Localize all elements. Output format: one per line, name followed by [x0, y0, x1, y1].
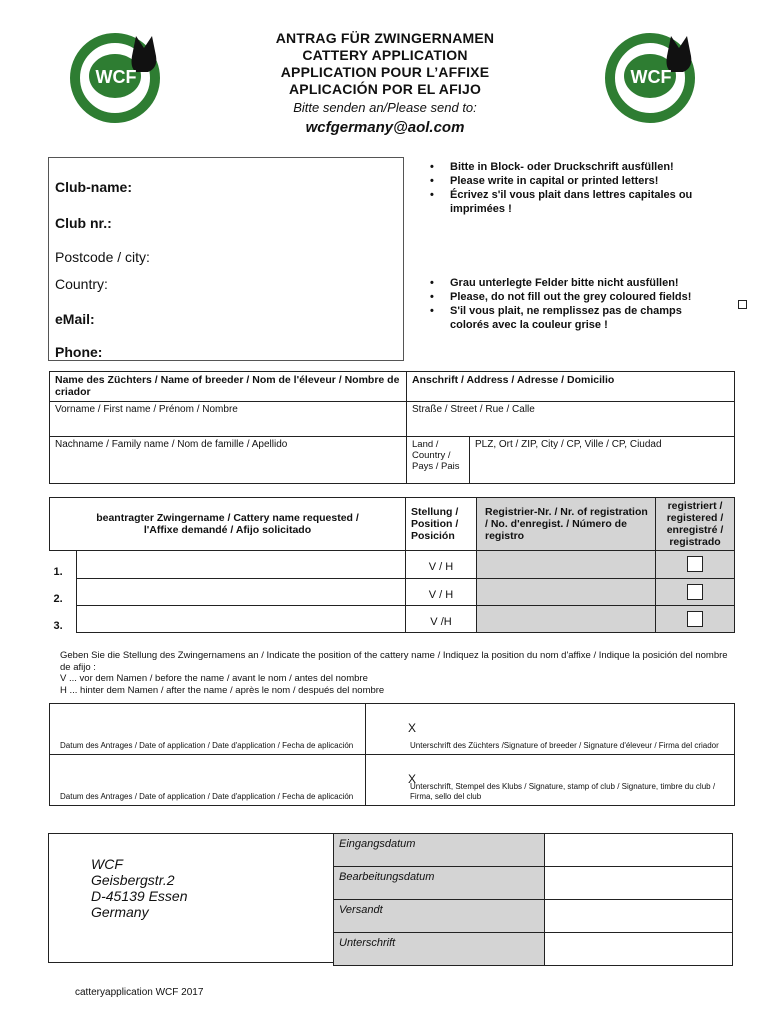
address-line: Germany: [91, 904, 149, 920]
first-name-field[interactable]: Vorname / First name / Prénom / Nombre: [50, 402, 407, 437]
row-number: [50, 551, 77, 579]
instruction-item: • Bitte in Block- oder Druckschrift ausfüllen!: [430, 160, 720, 174]
club-nr-field[interactable]: Club nr.:: [55, 215, 112, 231]
title-line: APPLICATION POUR L’AFFIXE: [280, 64, 490, 80]
cattery-name-table: [49, 497, 735, 633]
position-select[interactable]: V /H: [406, 605, 477, 632]
row-number: [50, 605, 77, 632]
address-line: D-45139 Essen: [91, 888, 188, 904]
signature-label: Unterschrift: [334, 933, 545, 966]
received-date-label: Eingangsdatum: [334, 834, 545, 867]
breeder-table: [49, 371, 735, 484]
office-value: [545, 933, 733, 966]
signature-table: [49, 703, 735, 806]
note-line: V ... vor dem Namen / before the name / avant le nom / antes del nombre: [60, 673, 368, 684]
cattery-name-input[interactable]: [76, 578, 406, 605]
row-number: [50, 578, 77, 605]
svg-text:WCF: WCF: [95, 67, 137, 87]
small-checkbox[interactable]: [738, 300, 747, 309]
office-value: [545, 834, 733, 867]
postcode-field[interactable]: Postcode / city:: [55, 249, 150, 265]
note-line: H ... hinter dem Namen / after the name / après le nom / después del nombre: [60, 684, 385, 696]
signature-mark: X: [408, 721, 417, 735]
instructions-grey-fields: [430, 276, 720, 332]
position-note: [60, 650, 740, 696]
contact-email[interactable]: wcfgermany@aol.com: [305, 119, 465, 136]
club-info-box: [48, 157, 404, 361]
family-name-field[interactable]: Nachname / Family name / Nom de famille / Apellido: [50, 437, 407, 484]
registered-checkbox[interactable]: [687, 611, 703, 627]
wcf-logo-left: [70, 28, 170, 123]
city-field[interactable]: PLZ, Ort / ZIP, City / CP, Ville / CP, Ciudad: [470, 437, 735, 484]
instruction-item: • S'il vous plait, ne remplissez pas de champs colorés avec la couleur grise !: [430, 304, 720, 332]
country-field[interactable]: Country:: [55, 276, 108, 292]
footer: catteryapplication WCF 2017: [75, 987, 204, 998]
svg-text:WCF: WCF: [630, 67, 672, 87]
application-date-field[interactable]: [50, 755, 366, 806]
wcf-address: [91, 856, 188, 920]
office-value: [545, 900, 733, 933]
instructions-writing: [430, 160, 720, 216]
row-number-label: 2.: [53, 593, 63, 605]
instruction-item: • Écrivez s'il vous plait dans lettres capitales ou imprimées !: [430, 188, 720, 216]
registration-number-cell: [477, 551, 656, 579]
row-number-label: 1.: [53, 566, 63, 578]
position-select[interactable]: V / H: [406, 578, 477, 605]
email-field[interactable]: eMail:: [55, 311, 95, 327]
registered-header: registriert / registered / enregistré / registrado: [656, 498, 735, 551]
wcf-address-box: [48, 833, 334, 963]
office-use-table: [333, 833, 733, 966]
registered-cell: [656, 551, 735, 579]
signature-mark: X: [408, 772, 417, 786]
address-header: Anschrift / Address / Adresse / Domicilio: [407, 372, 735, 402]
street-field[interactable]: Straße / Street / Rue / Calle: [407, 402, 735, 437]
address-line: WCF: [91, 856, 123, 872]
club-signature-label: Unterschrift, Stempel des Klubs / Signature, stamp of club / Signature, timbre du club / Firma, sello del club: [410, 782, 716, 801]
cattery-name-input[interactable]: [76, 551, 406, 579]
send-to: Bitte senden an/Please send to:: [293, 100, 477, 115]
header: [240, 30, 530, 136]
title-line: CATTERY APPLICATION: [302, 47, 468, 63]
address-line: Geisbergstr.2: [91, 872, 175, 888]
cattery-name-header: beantragter Zwingername / Cattery name requested / l'Affixe demandé / Afijo solicitado: [50, 498, 406, 551]
sent-label: Versandt: [334, 900, 545, 933]
registered-checkbox[interactable]: [687, 556, 703, 572]
position-select[interactable]: V / H: [406, 551, 477, 579]
club-name-field[interactable]: Club-name:: [55, 179, 132, 195]
application-date-label: Datum des Antrages / Date of application / Date d'application / Fecha de aplicación: [60, 741, 354, 750]
office-value: [545, 867, 733, 900]
application-date-field[interactable]: [50, 704, 366, 755]
processing-date-label: Bearbeitungsdatum: [334, 867, 545, 900]
position-header: Stellung / Position / Posición: [406, 498, 477, 551]
title-line: ANTRAG FÜR ZWINGERNAMEN: [275, 30, 495, 46]
country-field[interactable]: Land / Country / Pays / Pais: [407, 437, 470, 484]
title-line: APLICACIÓN POR EL AFIJO: [288, 81, 482, 97]
note-line: Geben Sie die Stellung des Zwingernamens an / Indicate the position of the cattery name / Indiquez la position du nom d'affixe / Indique la posición del nombre de afijo :: [60, 650, 728, 673]
registered-checkbox[interactable]: [687, 584, 703, 600]
breeder-name-header: Name des Züchters / Name of breeder / Nom de l'éleveur / Nombre de criador: [50, 372, 407, 402]
row-number-label: 3.: [53, 620, 63, 632]
breeder-signature-field[interactable]: [366, 704, 735, 755]
instruction-item: • Please, do not fill out the grey coloured fields!: [430, 290, 720, 304]
registration-number-cell: [477, 578, 656, 605]
registration-number-cell: [477, 605, 656, 632]
club-signature-field[interactable]: [366, 755, 735, 806]
breeder-signature-label: Unterschrift des Züchters /Signature of breeder / Signature d'éleveur / Firma del criador: [410, 741, 719, 750]
application-date-label: Datum des Antrages / Date of application / Date d'application / Fecha de aplicación: [60, 792, 354, 801]
instruction-item: • Please write in capital or printed letters!: [430, 174, 720, 188]
cattery-name-input[interactable]: [76, 605, 406, 632]
registration-number-header: Registrier-Nr. / Nr. of registration / No. d'enregist. / Número de registro: [477, 498, 656, 551]
registered-cell: [656, 605, 735, 632]
registered-cell: [656, 578, 735, 605]
instruction-item: • Grau unterlegte Felder bitte nicht ausfüllen!: [430, 276, 720, 290]
wcf-logo-right: [605, 28, 705, 123]
phone-field[interactable]: Phone:: [55, 344, 103, 360]
